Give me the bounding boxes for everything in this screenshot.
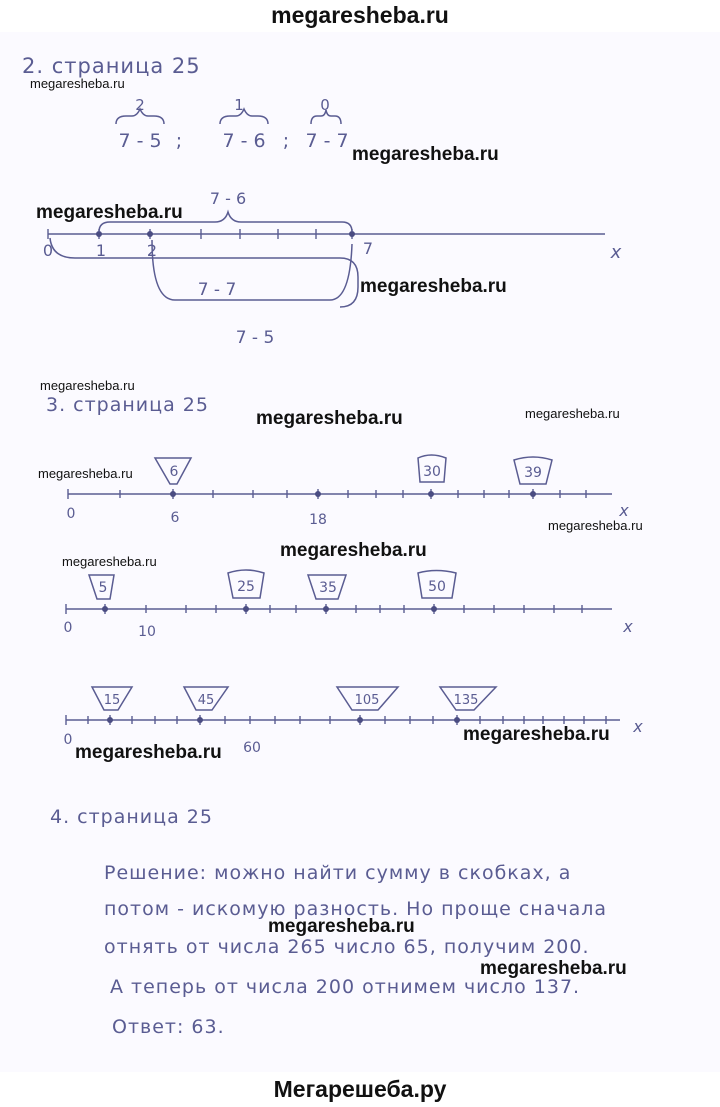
line3-point-105 xyxy=(357,717,363,723)
expr-separator-2: ; xyxy=(282,130,290,152)
tag-105: 105 xyxy=(354,693,380,708)
watermark: megaresheba.ru xyxy=(40,378,135,393)
site-footer[interactable]: Мегарешеба.ру xyxy=(0,1072,720,1107)
watermark: megaresheba.ru xyxy=(548,518,643,533)
task4-line-2: потом - искомую разность. Но проще сначала xyxy=(104,898,608,920)
tag-39: 39 xyxy=(524,465,542,481)
task4-heading: 4. страница 25 xyxy=(50,806,213,828)
watermark: megaresheba.ru xyxy=(256,408,403,429)
watermark: megaresheba.ru xyxy=(38,466,133,481)
axis-label-0: 0 xyxy=(42,241,54,260)
watermark: megaresheba.ru xyxy=(352,144,499,165)
line2-point-25 xyxy=(243,606,249,612)
watermark: megaresheba.ru xyxy=(75,742,222,763)
watermark: megaresheba.ru xyxy=(525,406,620,421)
task4-line-3: отнять от числа 265 число 65, получим 200. xyxy=(104,936,590,958)
task4-answer: Ответ: 63. xyxy=(112,1016,225,1038)
watermark: megaresheba.ru xyxy=(280,540,427,561)
axis-var-x: x xyxy=(610,242,622,263)
task3-heading: 3. страница 25 xyxy=(46,394,209,416)
tag-25: 25 xyxy=(237,579,255,595)
watermark: megaresheba.ru xyxy=(463,724,610,745)
watermark: megaresheba.ru xyxy=(30,76,125,91)
expr3-result: 0 xyxy=(320,96,330,114)
line2-point-5 xyxy=(102,606,108,612)
line1-label-0: 0 xyxy=(66,506,76,522)
watermark: megaresheba.ru xyxy=(268,916,415,937)
tag-35: 35 xyxy=(319,580,337,596)
watermark: megaresheba.ru xyxy=(360,276,507,297)
watermark: megaresheba.ru xyxy=(36,202,183,223)
line3-point-45 xyxy=(197,717,203,723)
line2-point-50 xyxy=(431,606,437,612)
expr-separator-1: ; xyxy=(175,130,183,152)
line1-axis-x: x xyxy=(619,501,629,520)
task4-line-1: Решение: можно найти сумму в скобках, а xyxy=(104,862,572,884)
line1-point-39 xyxy=(530,491,536,497)
expr3: 7 - 7 xyxy=(305,130,349,152)
notebook-page xyxy=(0,32,720,1072)
expr2: 7 - 6 xyxy=(222,130,266,152)
line1-point-18 xyxy=(315,491,321,497)
task2-heading: 2. страница 25 xyxy=(22,54,201,78)
expr2-result: 1 xyxy=(234,96,244,114)
line3-axis-x: x xyxy=(633,717,643,736)
brace-label-top: 7 - 6 xyxy=(209,189,247,208)
line3-point-15 xyxy=(107,717,113,723)
site-header[interactable]: megaresheba.ru xyxy=(0,0,720,32)
tag-135: 135 xyxy=(453,693,479,708)
line3-label-0: 0 xyxy=(63,732,73,748)
expr1-result: 2 xyxy=(135,96,145,114)
axis-label-2: 2 xyxy=(146,241,158,260)
task4-line-4: А теперь от числа 200 отнимем число 137. xyxy=(110,976,581,998)
tag-15: 15 xyxy=(103,693,121,708)
line3-point-135 xyxy=(454,717,460,723)
axis-label-7: 7 xyxy=(362,239,374,258)
line2-label-10: 10 xyxy=(138,624,156,640)
brace-label-mid: 7 - 7 xyxy=(197,280,237,300)
line2-point-35 xyxy=(323,606,329,612)
tag-50: 50 xyxy=(428,579,446,595)
line1-label-6: 6 xyxy=(170,510,180,526)
line2-axis-x: x xyxy=(623,617,633,636)
line1-label-18: 18 xyxy=(309,512,327,528)
tag-30: 30 xyxy=(423,464,441,480)
line2-label-0: 0 xyxy=(63,620,73,636)
watermark: megaresheba.ru xyxy=(62,554,157,569)
line1-point-6 xyxy=(170,491,176,497)
watermark: megaresheba.ru xyxy=(480,958,627,979)
brace-label-bottom: 7 - 5 xyxy=(235,328,275,348)
tag-5: 5 xyxy=(98,580,108,596)
expr1: 7 - 5 xyxy=(118,130,162,152)
axis-label-1: 1 xyxy=(95,241,107,260)
line1-point-30 xyxy=(428,491,434,497)
tag-6: 6 xyxy=(169,464,179,480)
line3-label-60: 60 xyxy=(243,740,261,756)
tag-45: 45 xyxy=(197,693,215,708)
